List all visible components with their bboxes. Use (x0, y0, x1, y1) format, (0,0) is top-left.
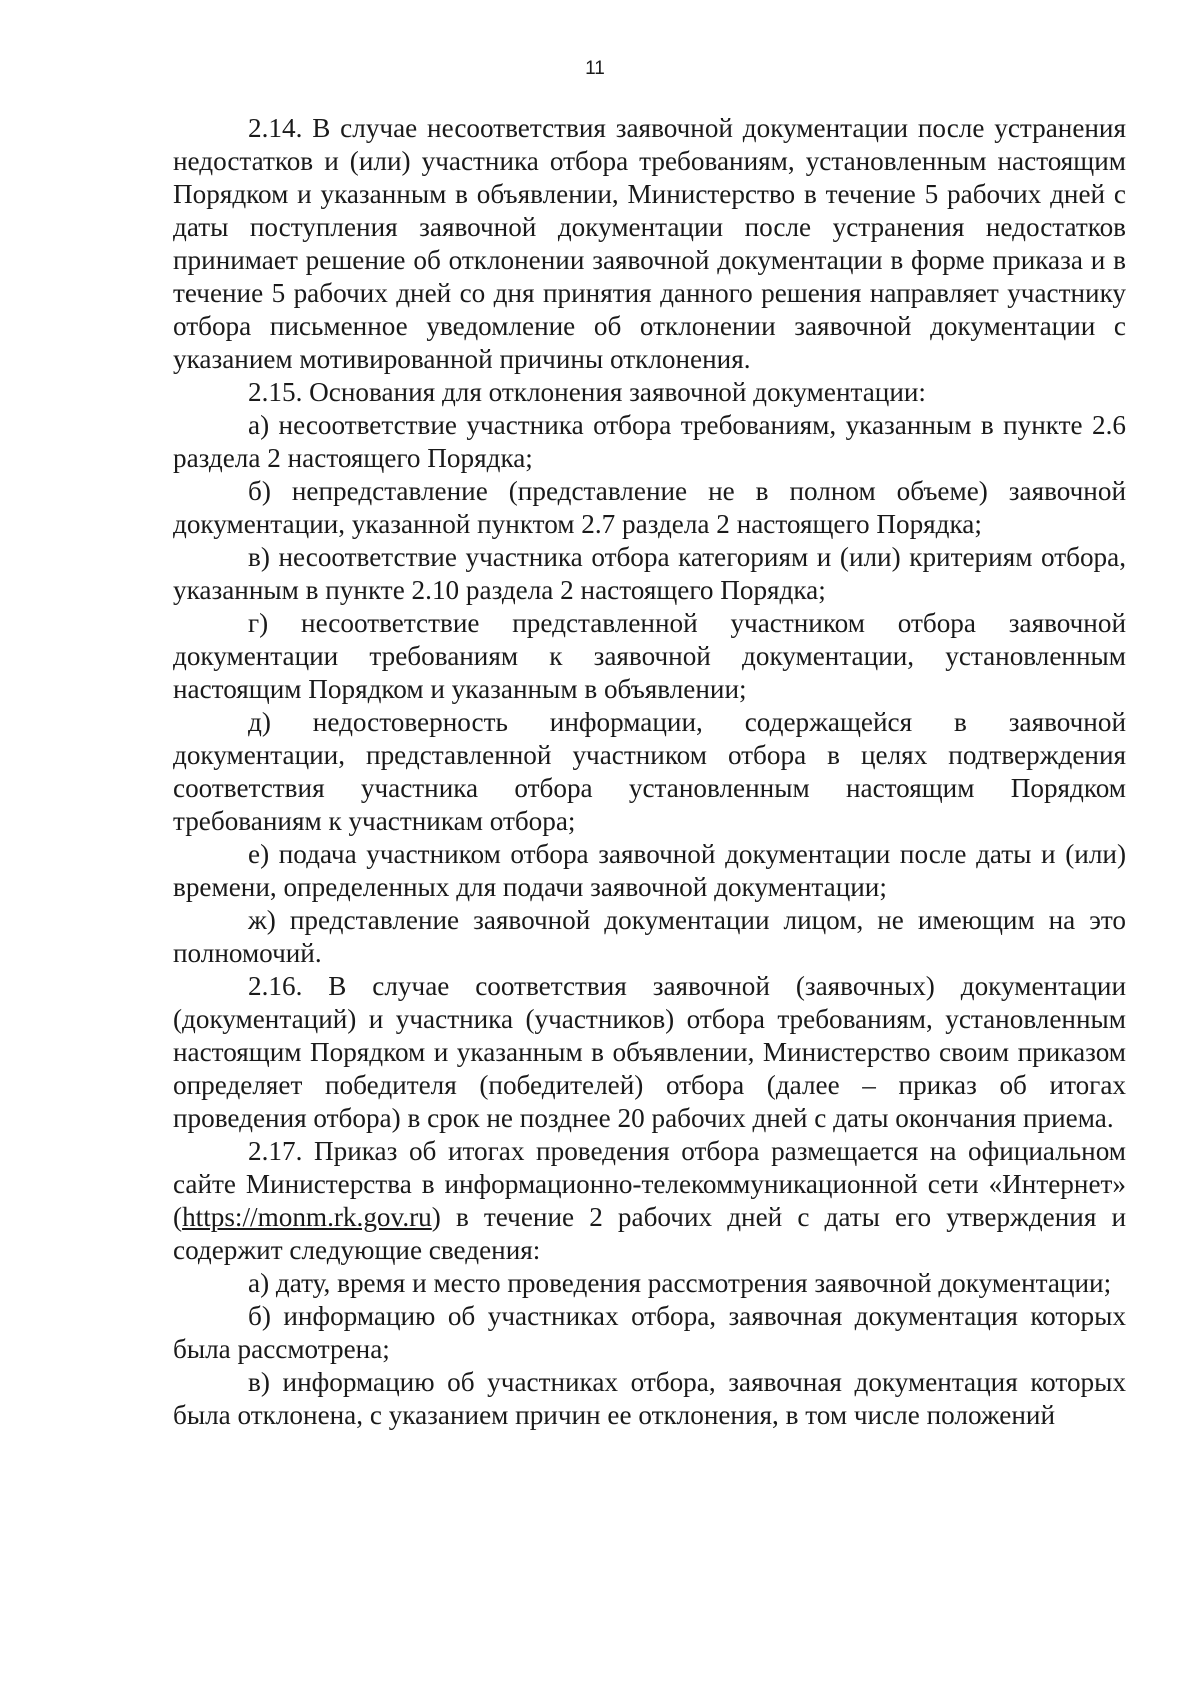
page-number: 11 (585, 58, 605, 79)
paragraph-2-15-v: в) несоответствие участника отбора категориям и (или) критериям отбора, указанным в пункте 2.10 раздела 2 настоящего Порядка; (173, 542, 1126, 605)
paragraph-2-17-v: в) информацию об участниках отбора, заявочная документация которых была отклонена, с указанием причин ее отклонения, в том числе положений (173, 1367, 1126, 1430)
paragraph-2-17-text-start: 2.17. Приказ об итогах проведения отбора размещается на официальном сайте Министерства в информационно-телекоммуникационной сети «Интернет» ( (173, 1136, 1126, 1232)
ministry-website-link[interactable]: https://monm.rk.gov.ru (182, 1202, 432, 1232)
paragraph-2-15-zh: ж) представление заявочной документации лицом, не имеющим на это полномочий. (173, 905, 1126, 968)
paragraph-2-15-e: е) подача участником отбора заявочной документации после даты и (или) времени, определенных для подачи заявочной документации; (173, 839, 1126, 902)
paragraph-2-15-a: а) несоответствие участника отбора требованиям, указанным в пункте 2.6 раздела 2 настоящего Порядка; (173, 410, 1126, 473)
paragraph-2-15: 2.15. Основания для отклонения заявочной документации: (248, 377, 926, 407)
paragraph-2-17-a: а) дату, время и место проведения рассмотрения заявочной документации; (248, 1268, 1112, 1298)
paragraph-2-17 (173, 1135, 1126, 1267)
paragraph-2-14: 2.14. В случае несоответствия заявочной документации после устранения недостатков и (или) участника отбора требованиям, установленным настоящим Порядком и указанным в объявлении, Министерство в течение 5 рабочих дней с даты поступления заявочной документации после устранения недостатков принимает решение об отклонении заявочной документации в форме приказа и в течение 5 рабочих дней со дня принятия данного решения направляет участнику отбора письменное уведомление об отклонении заявочной документации с указанием мотивированной причины отклонения. (173, 113, 1126, 374)
document-body (173, 112, 1126, 1432)
paragraph-2-15-b: б) непредставление (представление не в полном объеме) заявочной документации, указанной пунктом 2.7 раздела 2 настоящего Порядка; (173, 476, 1126, 539)
paragraph-2-15-g: г) несоответствие представленной участником отбора заявочной документации требованиям к заявочной документации, установленным настоящим Порядком и указанным в объявлении; (173, 608, 1126, 704)
paragraph-2-16: 2.16. В случае соответствия заявочной (заявочных) документации (документаций) и участника (участников) отбора требованиям, установленным настоящим Порядком и указанным в объявлении, Министерство своим приказом определяет победителя (победителей) отбора (далее – приказ об итогах проведения отбора) в срок не позднее 20 рабочих дней с даты окончания приема. (173, 971, 1126, 1133)
paragraph-2-17-text-end: ) в течение 2 рабочих дней с даты его утверждения и содержит следующие сведения: (173, 1202, 1126, 1265)
paragraph-2-15-d: д) недостоверность информации, содержащейся в заявочной документации, представленной участником отбора в целях подтверждения соответствия участника отбора установленным настоящим Порядком требованиям к участникам отбора; (173, 707, 1126, 836)
paragraph-2-17-b: б) информацию об участниках отбора, заявочная документация которых была рассмотрена; (173, 1301, 1126, 1364)
